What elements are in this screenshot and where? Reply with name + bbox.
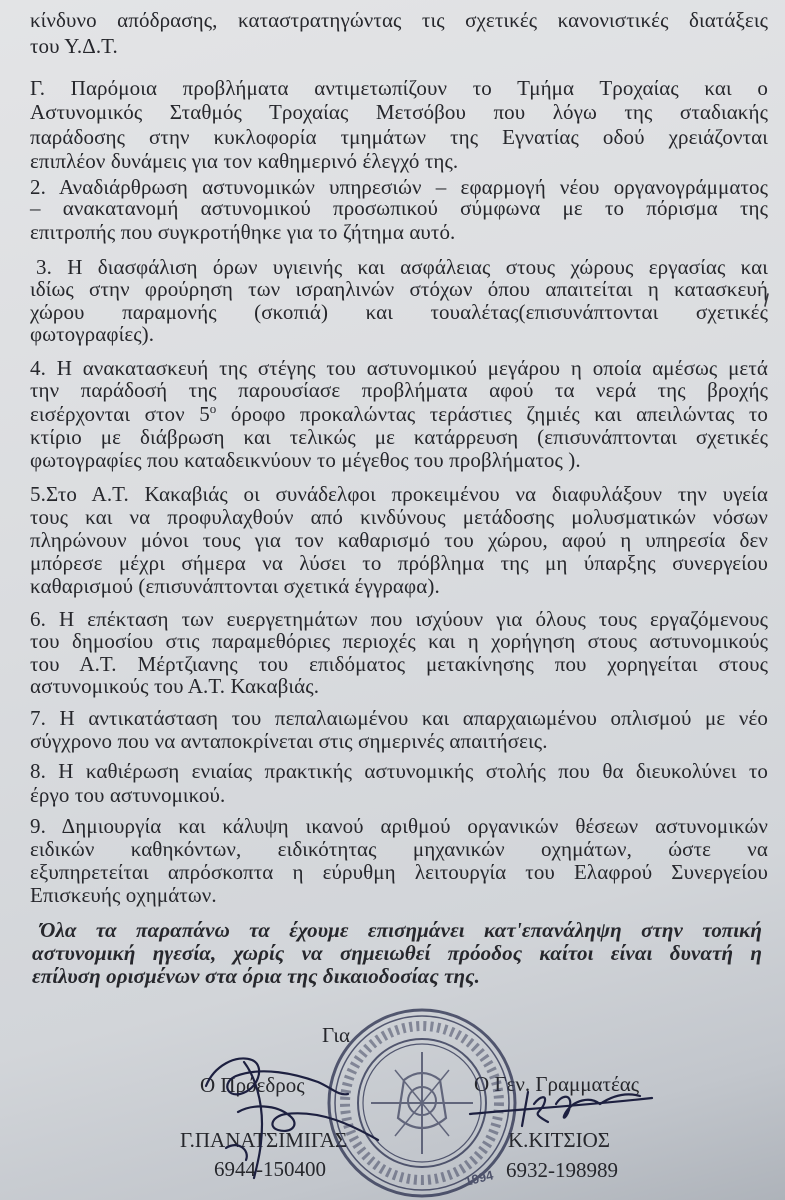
body-line: 2. Αναδιάρθρωση αστυνομικών υπηρεσιών – εφαρμογή νέου οργανογράμματος: [30, 175, 768, 199]
superscript: ο: [209, 401, 217, 416]
body-line: του Υ.Δ.Τ.: [30, 34, 118, 58]
for-label: Για: [322, 1023, 351, 1047]
body-line: αστυνομικούς του Α.Τ. Κακαβιάς.: [30, 674, 320, 698]
body-line: Επισκευής οχημάτων.: [30, 883, 217, 907]
closing-line: αστυνομική ηγεσία, χωρίς να σημειωθεί πρόοδος καίτοι είναι δυνατή η: [32, 941, 762, 965]
body-line: φωτογραφίες).: [30, 322, 155, 346]
body-line: [30, 402, 768, 426]
president-title: Ο Πρόεδρος: [200, 1073, 305, 1097]
body-line: καθαρισμού (επισυνάπτονται σχετικά έγγραφα).: [30, 574, 440, 598]
body-line: Αστυνομικός Σταθμός Τροχαίας Μετσόβου που λόγω της σταδιακής: [30, 100, 768, 124]
body-line: επιπλέον δυνάμεις για τον καθημερινό έλεγχό της.: [30, 149, 459, 173]
secretary-title: Ο Γεν. Γραμματέας: [474, 1072, 640, 1096]
secretary-phone: 6932-198989: [506, 1158, 618, 1182]
body-line: 8. Η καθιέρωση ενιαίας πρακτικής αστυνομικής στολής που θα διευκολύνει το: [30, 759, 768, 783]
body-line: μπόρεσε μέχρι σήμερα να λύσει το πρόβλημα της μη ύπαρξης συνεργείου: [30, 551, 768, 575]
body-line: χώρου παραμονής (σκοπιά) και τουαλέτας(επισυνάπτονται σχετικές: [30, 300, 768, 324]
stamp-year: 1994: [463, 1167, 495, 1189]
line-segment: εισέρχονται στον 5: [30, 402, 210, 426]
body-line: 7. Η αντικατάσταση του πεπαλαιωμένου και απαρχαιωμένου οπλισμού με νέο: [30, 706, 768, 730]
body-line: σύγχρονο που να ανταποκρίνεται στις σημερινές απαιτήσεις.: [30, 729, 548, 753]
body-line: του δημοσίου στις παραμεθόριες περιοχές και η χορήγηση στους αστυνομικούς: [30, 629, 768, 653]
closing-line: επίλυση ορισμένων στα όρια της δικαιοδοσίας της.: [32, 964, 480, 988]
body-line: 9. Δημιουργία και κάλυψη ικανού αριθμού οργανικών θέσεων αστυνομικών: [30, 814, 768, 838]
body-line: – ανακατανομή αστυνομικού προσωπικού σύμφωνα με το πόρισμα της: [30, 196, 768, 220]
seal-stamp: [329, 1010, 515, 1196]
body-line: κτίριο με διάβρωση και τελικώς με κατάρρευση (επισυνάπτονται σχετικές: [30, 425, 768, 449]
president-phone: 6944-150400: [214, 1157, 326, 1181]
body-line: ιδίως στην φρούρηση των ισραηλινών στόχων όπου απαιτείται η κατασκευή: [30, 277, 768, 301]
body-line: επιτροπής που συγκροτήθηκε για το ζήτημα αυτό.: [30, 220, 456, 244]
stamp-and-signatures: [0, 1000, 785, 1200]
body-line: εξυπηρετείται απρόσκοπτα η εύρυθμη λειτουργία του Ελαφρού Συνεργείου: [30, 860, 768, 884]
body-line: ειδικών καθηκόντων, ειδικότητας μηχανικών οχημάτων, ώστε να: [30, 837, 768, 861]
body-line: Γ. Παρόμοια προβλήματα αντιμετωπίζουν το Τμήμα Τροχαίας και ο: [30, 76, 768, 100]
body-line: κίνδυνο απόδρασης, καταστρατηγώντας τις σχετικές κανονιστικές διατάξεις: [30, 8, 768, 32]
body-line: παράδοσης στην κυκλοφορία τμημάτων της Εγνατίας οδού χρειάζονται: [30, 125, 768, 149]
body-line: την παράδοσή της παρουσίασε προβλήματα αφού τα νερά της βροχής: [30, 378, 768, 402]
body-line: 4. Η ανακατασκευή της στέγης του αστυνομικού μεγάρου η οποία αμέσως μετά: [30, 356, 768, 380]
closing-line: Όλα τα παραπάνω τα έχουμε επισημάνει κατ'επανάληψη στην τοπική: [40, 918, 762, 942]
signature-secretary: [470, 1092, 652, 1126]
body-line: 5.Στο Α.Τ. Κακαβιάς οι συνάδελφοι προκειμένου να διαφυλάξουν την υγεία: [30, 482, 768, 506]
stray-ink-mark: [760, 292, 774, 312]
body-line: έργο του αστυνομικού.: [30, 783, 226, 807]
body-line: 3. Η διασφάλιση όρων υγιεινής και ασφάλειας στους χώρους εργασίας και: [36, 255, 768, 279]
body-line: 6. Η επέκταση των ευεργετημάτων που ισχύουν για όλους τους εργαζόμενους: [30, 607, 768, 631]
line-segment: όροφο προκαλώντας τεράστιες ζημιές και απειλώντας το: [216, 402, 769, 426]
body-line: φωτογραφίες που καταδεικνύουν το μέγεθος του προβλήματος ).: [30, 448, 581, 472]
body-line: τους και να προφυλαχθούν από κινδύνους μετάδοσης μολυσματικών νόσων: [30, 505, 768, 529]
president-name: Γ.ΠΑΝΑΤΣΙΜΙΓΑΣ: [180, 1128, 348, 1152]
body-line: πληρώνουν μόνοι τους για τον καθαρισμό του χώρου, αφού η υπηρεσία δεν: [30, 528, 768, 552]
body-line: του Α.Τ. Μέρτζιανης του επιδόματος μετακίνησης που χορηγείται στους: [30, 652, 768, 676]
secretary-name: Κ.ΚΙΤΣΙΟΣ: [508, 1128, 611, 1152]
stamp-emblem: [371, 1052, 473, 1154]
